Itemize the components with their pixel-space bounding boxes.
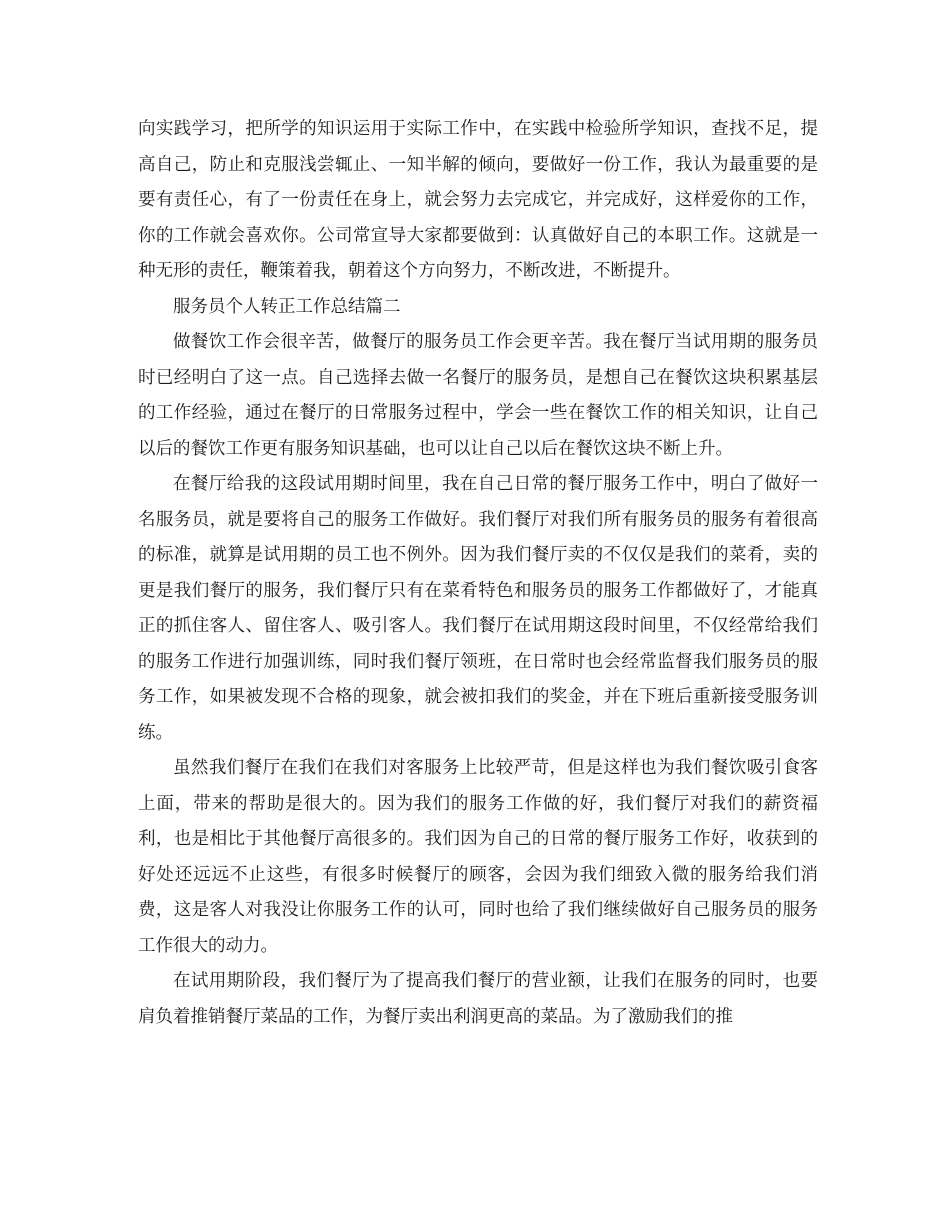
paragraph-continuation: 向实践学习，把所学的知识运用于实际工作中，在实践中检验所学知识，查找不足，提高自己，防止和克服浅尝辄止、一知半解的倾向，要做好一份工作，我认为最重要的是要有责任心，有了一份责任在身上，就会努力去完成它，并完成好，这样爱你的工作，你的工作就会喜欢你。公司常宣导大家都要做到：认真做好自己的本职工作。这就是一种无形的责任，鞭策着我，朝着这个方向努力，不断改进，不断提升。 xyxy=(138,119,818,281)
paragraph: 虽然我们餐厅在我们在我们对客服务上比较严苛，但是这样也为我们餐饮吸引食客上面，带来的帮助是很大的。因为我们的服务工作做的好，我们餐厅对我们的薪资福利，也是相比于其他餐厅高很多的。我们因为自己的日常的餐厅服务工作好，收获到的好处还远远不止这些，有很多时候餐厅的顾客，会因为我们细致入微的服务给我们消费，这是客人对我没让你服务工作的认可，同时也给了我们继续做好自己服务员的服务工作很大的动力。 xyxy=(138,758,818,956)
paragraph: 做餐饮工作会很辛苦，做餐厅的服务员工作会更辛苦。我在餐厅当试用期的服务员时已经明白了这一点。自己选择去做一名餐厅的服务员，是想自己在餐饮这块积累基层的工作经验，通过在餐厅的日常服务过程中，学会一些在餐饮工作的相关知识，让自己以后的餐饮工作更有服务知识基础，也可以让自己以后在餐饮这块不断上升。 xyxy=(138,332,818,459)
section-heading: 服务员个人转正工作总结篇二 xyxy=(173,296,401,317)
paragraph: 在餐厅给我的这段试用期时间里，我在自己日常的餐厅服务工作中，明白了做好一名服务员，就是要将自己的服务工作做好。我们餐厅对我们所有服务员的服务有着很高的标准，就算是试用期的员工也不例外。因为我们餐厅卖的不仅仅是我们的菜肴，卖的更是我们餐厅的服务，我们餐厅只有在菜肴特色和服务员的服务工作都做好了，才能真正的抓住客人、留住客人、吸引客人。我们餐厅在试用期这段时间里，不仅经常给我们的服务工作进行加强训练，同时我们餐厅领班，在日常时也会经常监督我们服务员的服务工作，如果被发现不合格的现象，就会被扣我们的奖金，并在下班后重新接受服务训练。 xyxy=(138,474,818,743)
document-body xyxy=(138,112,818,1035)
paragraph: 在试用期阶段，我们餐厅为了提高我们餐厅的营业额，让我们在服务的同时，也要肩负着推销餐厅菜品的工作，为餐厅卖出利润更高的菜品。为了激励我们的推 xyxy=(138,971,818,1027)
